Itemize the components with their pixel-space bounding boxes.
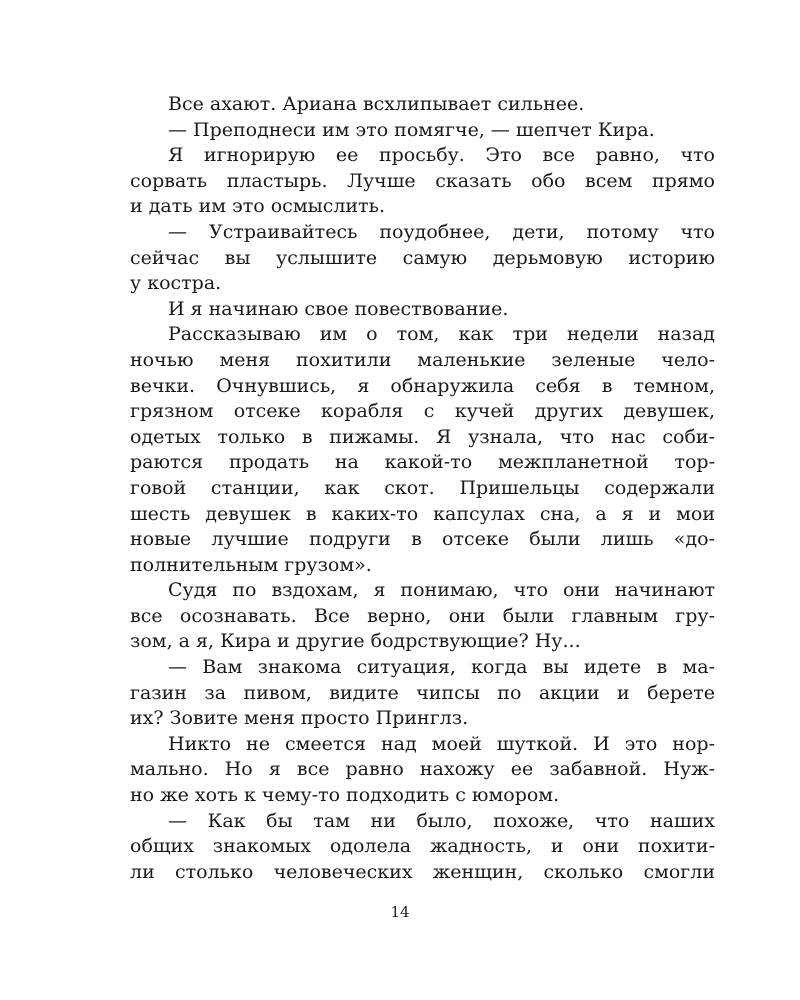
body-text [130, 92, 715, 885]
text-line: мально. Но я все равно нахожу ее забавной. Нуж- [130, 758, 715, 781]
text-line: новые лучшие подруги в отсеке были лишь «до- [130, 528, 715, 551]
text-line: газин за пивом, видите чипсы по акции и берете [130, 681, 715, 704]
text-line: — Преподнеси им это помягче, — шепчет Кира. [168, 118, 655, 141]
text-line: — Как бы там ни было, похоже, что наших [168, 809, 715, 832]
text-line: сорвать пластырь. Лучше сказать обо всем прямо [130, 169, 715, 192]
text-line: все осознавать. Все верно, они были главным гру- [130, 604, 715, 627]
text-line: шесть девушек в каких-то капсулах сна, а я и мои [130, 502, 715, 525]
text-line: Я игнорирую ее просьбу. Это все равно, что [168, 144, 715, 167]
text-line: у костра. [130, 272, 222, 295]
text-line: ли столько человеческих женщин, сколько смогли [130, 860, 715, 883]
text-line: общих знакомых одолела жадность, и они похити- [130, 835, 715, 858]
text-line: Никто не смеется над моей шуткой. И это нор- [168, 732, 715, 755]
text-line: зом, а я, Кира и другие бодрствующие? Ну... [130, 630, 581, 653]
text-line: И я начинаю свое повествование. [168, 297, 509, 320]
text-line: Судя по вздохам, я понимаю, что они начинают [168, 579, 715, 602]
text-line: одетых только в пижамы. Я узнала, что нас соби- [130, 425, 715, 448]
page-number: 14 [390, 903, 410, 921]
text-line: и дать им это осмыслить. [130, 195, 385, 218]
text-line: грязном отсеке корабля с кучей других девушек, [130, 400, 715, 423]
text-line: их? Зовите меня просто Принглз. [130, 707, 469, 730]
text-line: ночью меня похитили маленькие зеленые чело- [130, 348, 715, 371]
text-line: Рассказываю им о том, как три недели назад [168, 323, 715, 346]
text-line: полнительным грузом». [130, 553, 372, 576]
text-line: сейчас вы услышите самую дерьмовую историю [130, 246, 715, 269]
text-line: говой станции, как скот. Пришельцы содержали [130, 476, 715, 499]
text-line: но же хоть к чему-то подходить с юмором. [130, 784, 560, 807]
text-line: вечки. Очнувшись, я обнаружила себя в темном, [130, 374, 715, 397]
text-line: раются продать на какой-то межпланетной тор- [130, 451, 715, 474]
text-line: Все ахают. Ариана всхлипывает сильнее. [168, 93, 585, 115]
text-line: — Устраивайтесь поудобнее, дети, потому что [168, 220, 715, 243]
text-line: — Вам знакома ситуация, когда вы идете в ма- [168, 656, 715, 679]
